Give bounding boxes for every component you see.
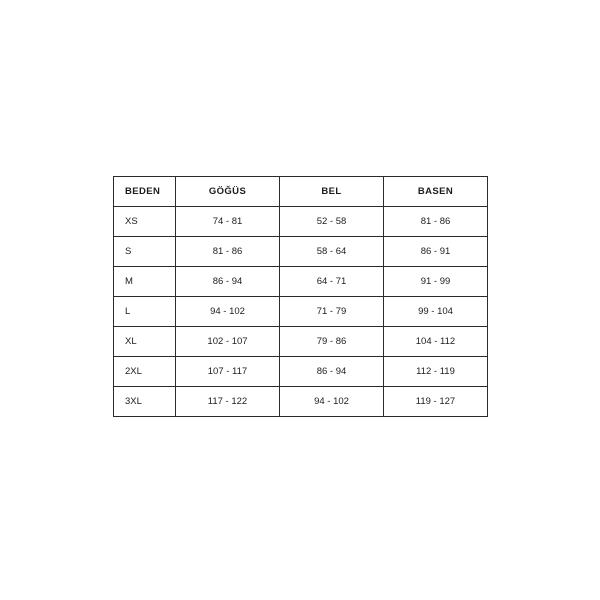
table-row <box>114 207 488 237</box>
table-body <box>114 207 488 417</box>
cell-gogus: 86 - 94 <box>176 267 280 297</box>
cell-basen: 86 - 91 <box>384 237 488 267</box>
cell-basen: 104 - 112 <box>384 327 488 357</box>
cell-beden: S <box>114 237 176 267</box>
table-row <box>114 327 488 357</box>
cell-beden: XS <box>114 207 176 237</box>
cell-basen: 91 - 99 <box>384 267 488 297</box>
cell-bel: 71 - 79 <box>280 297 384 327</box>
cell-bel: 94 - 102 <box>280 387 384 417</box>
cell-bel: 52 - 58 <box>280 207 384 237</box>
table-header-row <box>114 177 488 207</box>
cell-gogus: 74 - 81 <box>176 207 280 237</box>
column-header-gogus: GÖĞÜS <box>176 177 280 207</box>
cell-basen: 81 - 86 <box>384 207 488 237</box>
cell-gogus: 107 - 117 <box>176 357 280 387</box>
size-chart-container <box>113 176 487 417</box>
column-header-beden: BEDEN <box>114 177 176 207</box>
table-row <box>114 387 488 417</box>
cell-gogus: 81 - 86 <box>176 237 280 267</box>
cell-basen: 119 - 127 <box>384 387 488 417</box>
cell-beden: 3XL <box>114 387 176 417</box>
cell-gogus: 102 - 107 <box>176 327 280 357</box>
cell-beden: 2XL <box>114 357 176 387</box>
cell-bel: 64 - 71 <box>280 267 384 297</box>
size-chart-table <box>113 176 488 417</box>
cell-gogus: 94 - 102 <box>176 297 280 327</box>
cell-basen: 99 - 104 <box>384 297 488 327</box>
cell-beden: M <box>114 267 176 297</box>
cell-beden: XL <box>114 327 176 357</box>
table-row <box>114 357 488 387</box>
cell-bel: 58 - 64 <box>280 237 384 267</box>
table-row <box>114 297 488 327</box>
cell-gogus: 117 - 122 <box>176 387 280 417</box>
column-header-basen: BASEN <box>384 177 488 207</box>
cell-basen: 112 - 119 <box>384 357 488 387</box>
table-row <box>114 237 488 267</box>
column-header-bel: BEL <box>280 177 384 207</box>
table-row <box>114 267 488 297</box>
cell-bel: 79 - 86 <box>280 327 384 357</box>
cell-bel: 86 - 94 <box>280 357 384 387</box>
cell-beden: L <box>114 297 176 327</box>
table-header <box>114 177 488 207</box>
